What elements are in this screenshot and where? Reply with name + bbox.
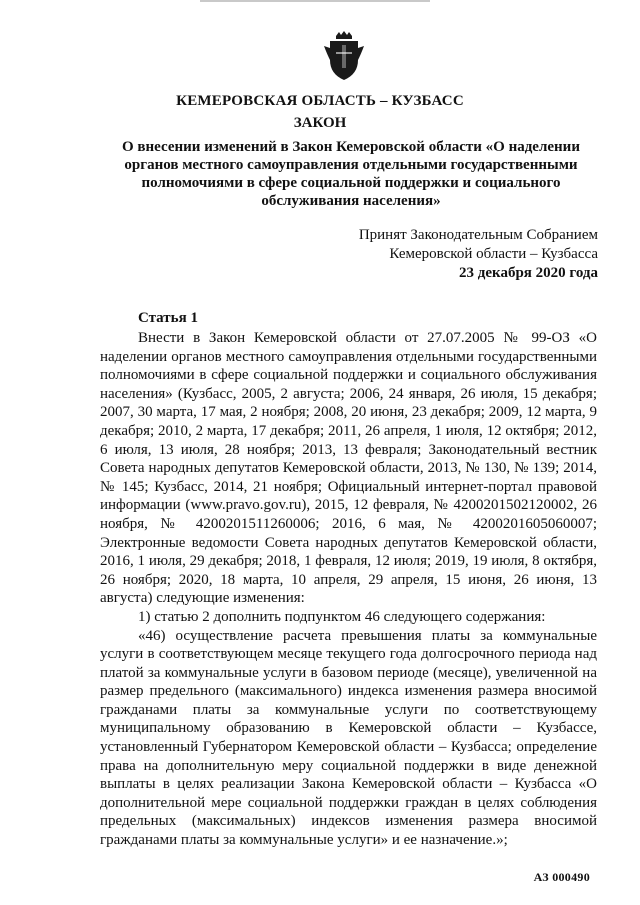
article-paragraph: 1) статью 2 дополнить подпунктом 46 следующего содержания: bbox=[138, 608, 546, 625]
document-serial-number: АЗ 000490 bbox=[533, 870, 590, 884]
adoption-block bbox=[298, 226, 598, 283]
article-body bbox=[100, 329, 597, 850]
adoption-date: 23 декабря 2020 года bbox=[459, 265, 598, 281]
article-paragraph: Внести в Закон Кемеровской области от 27.07.2005 № 99-ОЗ «О наделении органов местного самоуправления отдельными государственными полномочиями в сфере социальной поддержки и социального обслуживания населения» (Кузбасс, 2005, 2 августа; 2006, 24 января, 26 июля, 15 декабря; 2007, 30 марта, 17 мая, 2 ноября; 2008, 20 июня, 23 декабря; 2009, 12 марта, 9 декабря; 2010, 2 марта, 17 декабря; 2011, 26 апреля, 1 июля, 12 октября; 2012, 6 июля, 13 июля, 28 ноября; 2013, 13 февраля; Законодательный вестник Совета народных депутатов Кемеровской области, 2013, № 130, № 139; 2014, № 145; Кузбасс, 2014, 21 ноября; Официальный интернет-портал правовой информации (www.pravo.gov.ru), 2015, 12 февраля, № 4200201502120002, 26 ноября, № 4200201511260006; 2016, 6 мая, № 4200201605060007; Электронные ведомости Совета народных депутатов Кемеровской области, 2016, 1 июля, 29 декабря; 2018, 1 февраля, 12 июля; 2019, 19 июля, 8 октября, 26 ноября; 2020, 18 марта, 10 апреля, 29 апреля, 15 июня, 26 июня, 13 августа) следующие изменения: bbox=[100, 330, 597, 607]
adoption-line-1: Принят Законодательным Собранием bbox=[358, 227, 598, 243]
article-title: Статья 1 bbox=[138, 310, 198, 326]
document-type: ЗАКОН bbox=[293, 115, 347, 131]
scan-edge-line bbox=[200, 0, 430, 2]
region-title: КЕМЕРОВСКАЯ ОБЛАСТЬ – КУЗБАСС bbox=[176, 93, 464, 109]
coat-of-arms-icon bbox=[322, 30, 366, 82]
article-paragraph: «46) осуществление расчета превышения платы за коммунальные услуги в соответствующем месяце текущего года долгосрочного периода над платой за коммунальные услуги в базовом периоде (месяце), увеличенной на размер предельного (максимального) индекса изменения размера вносимой гражданами платы за коммунальные услуги по соответствующему муниципальному образованию в Кемеровской области – Кузбассе, установленный Губернатором Кемеровской области – Кузбасса; определение права на дополнительную меру социальной поддержки в виде денежной выплаты в целях реализации Закона Кемеровской области – Кузбасса «О дополнительной мере социальной поддержки граждан в целях соблюдения предельных (максимальных) индексов изменения размера вносимой гражданами платы за коммунальные услуги» и ее назначение.»; bbox=[100, 627, 597, 849]
law-subject-title: О внесении изменений в Закон Кемеровской области «О наделении органов местного самоуправления отдельными государственными полномочиями в сфере социальной поддержки и социального обслуживания населения» bbox=[122, 139, 580, 209]
adoption-line-2: Кемеровской области – Кузбасса bbox=[389, 246, 598, 262]
